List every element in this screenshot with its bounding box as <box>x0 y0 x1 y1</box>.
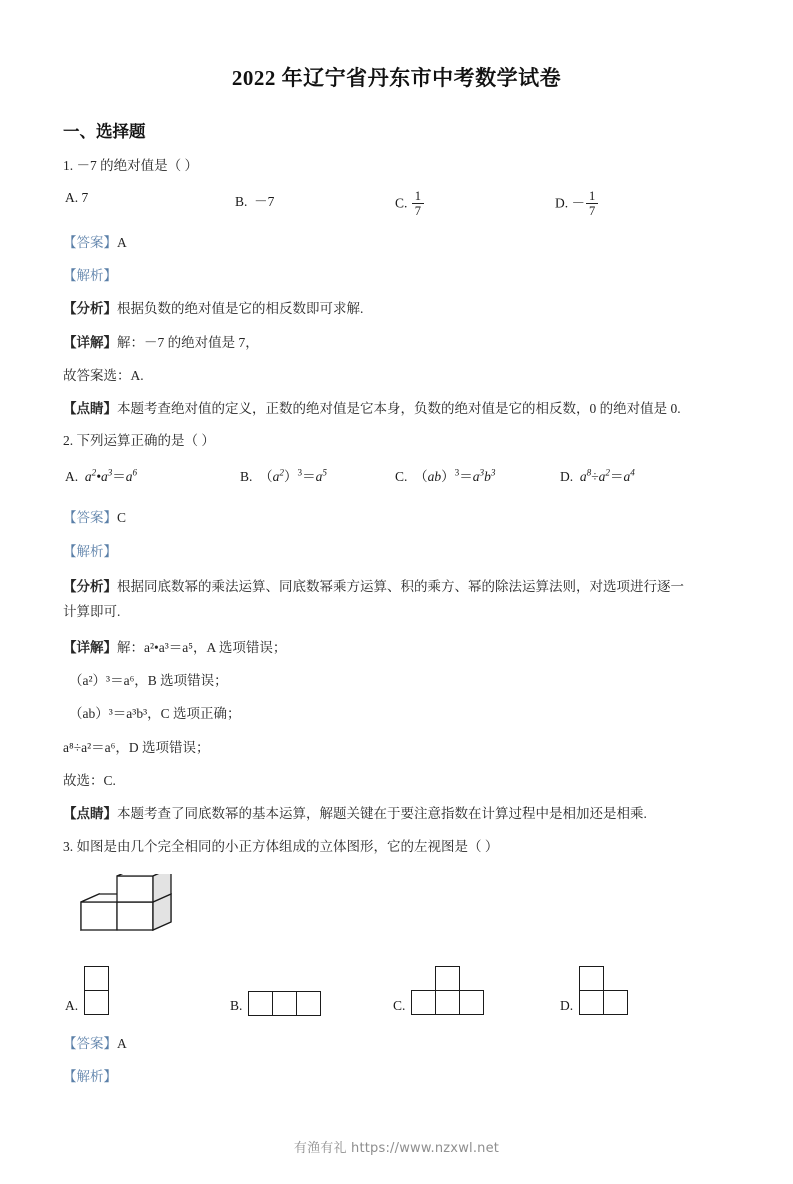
section-heading: 一、选择题 <box>63 122 146 141</box>
question-3-option-b[interactable] <box>230 991 321 1016</box>
question-1-stem: 1. －7 的绝对值是（ ） <box>63 158 198 173</box>
question-1-dianjing <box>63 399 738 419</box>
option-label: D. <box>560 469 574 485</box>
question-3-options <box>55 954 738 1016</box>
option-label: B. <box>240 469 253 485</box>
answer-value: A <box>117 234 127 250</box>
option-label: C. <box>393 998 406 1014</box>
option-text: $a^2•a^3=a^6$ <box>84 467 138 485</box>
option-text: $(ab)^3=a^3b^3$ <box>414 467 496 485</box>
option-text: $(a^2)^3=a^5$ <box>259 467 327 485</box>
question-2-option-c[interactable] <box>395 465 495 485</box>
question-2-xiangjie <box>63 638 738 658</box>
dianjing-text: 本题考查绝对值的定义，正数的绝对值是它本身，负数的绝对值是它的相反数，0 的绝对值是 0. <box>117 401 681 417</box>
shape-vertical-domino <box>84 966 109 1016</box>
dianjing-label: 【点睛】 <box>63 806 117 822</box>
option-label: A. <box>65 998 79 1014</box>
question-2-step-2: （a²）³＝a⁶，B 选项错误； <box>69 673 228 689</box>
question-2-option-d[interactable] <box>560 465 635 485</box>
answer-label: 【答案】 <box>63 234 117 250</box>
question-3-stem: 3. 如图是由几个完全相同的小正方体组成的立体图形，它的左视图是（ ） <box>63 839 499 855</box>
question-1-option-a[interactable] <box>65 190 88 206</box>
fenxi-text-line2: 计算即可. <box>63 603 121 619</box>
option-label: B. <box>230 998 243 1014</box>
option-label: C. <box>395 195 408 211</box>
option-label: D. <box>560 998 574 1014</box>
question-1-option-b[interactable] <box>235 190 274 210</box>
option-label: A. <box>65 189 79 205</box>
question-2-answer <box>63 508 738 528</box>
xiangjie-label: 【详解】 <box>63 639 117 655</box>
question-2-analysis-label: 【解析】 <box>63 543 117 559</box>
question-2-stem: 2. 下列运算正确的是（ ） <box>63 433 215 449</box>
question-1-option-c[interactable] <box>395 190 425 219</box>
question-2-step-3: （ab）³＝a³b³，C 选项正确； <box>69 706 241 722</box>
question-3-figure <box>73 874 738 944</box>
question-3-option-a[interactable] <box>65 966 109 1016</box>
question-3-option-c[interactable] <box>393 966 484 1016</box>
question-1-fenxi <box>63 299 738 319</box>
xiangjie-step-1: 解：a²•a³＝a⁵，A 选项错误； <box>117 639 287 655</box>
option-text: 7 <box>81 189 89 205</box>
option-label: D. <box>555 195 569 211</box>
footer-watermark: 有渔有礼 https://www.nzxwl.net <box>293 1141 500 1156</box>
question-2-options <box>55 465 738 495</box>
question-3-answer <box>63 1034 738 1054</box>
xiangjie-text: 解：－7 的绝对值是 7， <box>117 334 259 350</box>
option-label: B. <box>235 193 248 209</box>
question-2-option-b[interactable] <box>240 465 327 485</box>
shape-t-form <box>411 966 484 1016</box>
option-label: A. <box>65 469 79 485</box>
question-1-options <box>55 190 738 220</box>
question-1-xiangjie <box>63 333 738 353</box>
question-1-analysis-label: 【解析】 <box>63 268 117 284</box>
question-3-option-d[interactable] <box>560 966 628 1016</box>
question-1-option-d[interactable]: D. － $\frac{1}{7}$ <box>555 190 599 219</box>
question-2-fenxi <box>63 575 738 625</box>
question-2-dianjing <box>63 804 738 824</box>
answer-value: A <box>117 1036 127 1052</box>
fenxi-label: 【分析】 <box>63 578 117 594</box>
shape-l-form <box>579 966 628 1016</box>
option-text: －7 <box>254 193 275 209</box>
isometric-solid-icon <box>73 874 193 940</box>
answer-value: C <box>117 510 127 526</box>
shape-horizontal-row-3 <box>248 991 321 1016</box>
exam-page <box>0 62 793 1184</box>
fenxi-text: 根据负数的绝对值是它的相反数即可求解. <box>117 301 364 317</box>
question-2-step-4: a⁸÷a²＝a⁶，D 选项错误； <box>63 739 210 755</box>
question-2-option-a[interactable] <box>65 465 137 485</box>
dianjing-label: 【点睛】 <box>63 401 117 417</box>
option-text: $a^8\div a^2=a^4$ <box>579 467 635 485</box>
question-3-analysis-label: 【解析】 <box>63 1069 117 1085</box>
fenxi-text-line1: 根据同底数幂的乘法运算、同底数幂乘方运算、积的乘方、幂的除法运算法则，对选项进行逐一 <box>117 578 684 594</box>
option-label: C. <box>395 469 408 485</box>
question-1-answer <box>63 233 738 253</box>
fenxi-label: 【分析】 <box>63 301 117 317</box>
page-title: 2022 年辽宁省丹东市中考数学试卷 <box>231 66 562 90</box>
fraction-one-seventh: $\frac{1}{7}$ <box>412 189 424 218</box>
answer-label: 【答案】 <box>63 510 117 526</box>
question-2-conclusion: 故选：C. <box>63 772 116 788</box>
xiangjie-label: 【详解】 <box>63 334 117 350</box>
dianjing-text: 本题考查了同底数幂的基本运算，解题关键在于要注意指数在计算过程中是相加还是相乘. <box>117 806 647 822</box>
fraction-neg-one-seventh: $\frac{1}{7}$ <box>586 189 598 218</box>
question-1-conclusion: 故答案选：A. <box>63 367 144 383</box>
answer-label: 【答案】 <box>63 1036 117 1052</box>
